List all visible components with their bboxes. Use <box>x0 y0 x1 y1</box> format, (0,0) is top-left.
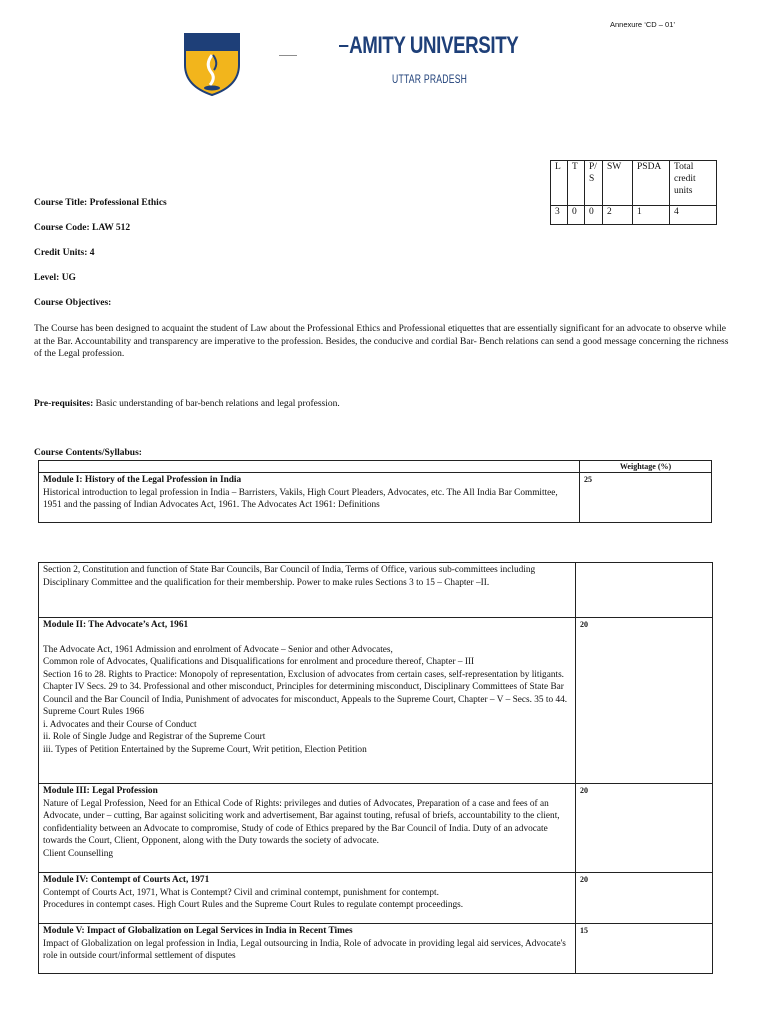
module-3-cell <box>39 784 576 873</box>
module-2-line: Common role of Advocates, Qualifications and Disqualifications for enrolment and procedure thereof, Chapter – III <box>43 657 475 667</box>
credits-header-cell: T <box>568 161 585 206</box>
table-row <box>39 473 712 523</box>
university-subtitle: UTTAR PRADESH <box>392 72 468 86</box>
credits-header-cell: P/ S <box>585 161 603 206</box>
module-4-cell <box>39 873 576 924</box>
university-name-text: AMITY UNIVERSITY <box>349 32 519 59</box>
credits-value-cell: 1 <box>633 206 670 225</box>
objectives-text: The Course has been designed to acquaint the student of Law about the Professional Ethics and Professional etiquettes that are essentially significant for an advocate to observe while at the Bar. Accountability and transparency are imperative to the profession. Besides, the conducive and cordial Bar- Bench relations can send a good message concerning the richness of the Legal profession. <box>34 324 729 359</box>
amity-logo <box>183 31 241 97</box>
objectives-heading: Course Objectives: <box>34 298 112 308</box>
module-4-weight: 20 <box>576 873 713 924</box>
module-2-line: ii. Role of Single Judge and Registrar of the Supreme Court <box>43 732 266 742</box>
module-5-weight: 15 <box>576 924 713 974</box>
module-1-text: Historical introduction to legal profession in India – Barristers, Vakils, High Court Pleaders, Advocates, etc. The All India Bar Committee, 1951 and the passing of Indian Advocates Act, 1961. The Advocates Act 1961: Definitions <box>43 487 558 510</box>
syllabus-table-part1 <box>38 460 712 523</box>
module-1-continuation: Section 2, Constitution and function of State Bar Councils, Bar Council of India, Terms of Office, various sub-committees including Disciplinary Committee and the qualification for their membership. Power to make rules Sections 3 to 15 – Chapter –II. <box>39 563 576 618</box>
prerequisites <box>34 399 340 409</box>
syllabus-table-part2 <box>38 562 713 974</box>
credits-header-cell: PSDA <box>633 161 670 206</box>
module-2-line: Section 16 to 28. Rights to Practice: Monopoly of representation, Exclusion of advocates from certain cases, self-representation by litigants. Chapter IV Secs. 29 to 34. Professional and other misconduct, Principles for determining misconduct, Disciplinary Committees of State Bar Council and the Bar Council of India, Punishment of advocates for misconduct, Appeals to the Supreme Court, Chapter – V – Secs. 35 to 44. <box>43 669 568 705</box>
credits-header-row <box>551 161 717 206</box>
module-1-continuation-weight <box>576 563 713 618</box>
course-level: Level: UG <box>34 273 76 283</box>
table-row <box>39 618 713 784</box>
module-2-cell <box>39 618 576 784</box>
module-4-line: Procedures in contempt cases. High Court Rules and the Supreme Court Rules to regulate contempt proceedings. <box>43 900 464 910</box>
prerequisites-text: Basic understanding of bar-bench relations and legal profession. <box>93 399 340 409</box>
credits-value-cell: 2 <box>603 206 633 225</box>
module-2-title: Module II: The Advocate’s Act, 1961 <box>43 620 189 630</box>
credits-value-cell: 0 <box>568 206 585 225</box>
course-title: Course Title: Professional Ethics <box>34 198 167 208</box>
module-2-line: Supreme Court Rules 1966 <box>43 707 144 717</box>
credits-header-cell: SW <box>603 161 633 206</box>
amity-shield-icon <box>183 31 241 97</box>
module-5-cell <box>39 924 576 974</box>
credits-value-row <box>551 206 717 225</box>
module-1-weight: 25 <box>580 473 712 523</box>
module-3-weight: 20 <box>576 784 713 873</box>
module-5-title: Module V: Impact of Globalization on Legal Services in India in Recent Times <box>43 926 353 936</box>
module-5-text: Impact of Globalization on legal profession in India, Legal outsourcing in India, Role of advocate in providing legal aid services, Advocate's role in outside court/informal settlement of disputes <box>43 938 566 961</box>
table-row <box>39 563 713 618</box>
credits-table <box>550 160 717 225</box>
module-1-cell <box>39 473 580 523</box>
table-row <box>39 461 712 473</box>
table-row <box>39 784 713 873</box>
module-4-line: Contempt of Courts Act, 1971, What is Contempt? Civil and criminal contempt, punishment for contempt. <box>43 887 439 898</box>
module-3-title: Module III: Legal Profession <box>43 786 158 796</box>
module-3-text: Nature of Legal Profession, Need for an Ethical Code of Rights: privileges and duties of Advocates, Preparation of a case and fees of an Advocate, under – cutting, Bar against soliciting work and advertisement, Bar against touting, refusal of briefs, accountability to the client, confidentiality between an Advocate to compromise, Study of code of Ethics prepared by the Bar Council of India. Duty of an advocate towards the Court, Client, Opponent, along with the Duty towards the society of advocate. <box>43 798 560 846</box>
course-code: Course Code: LAW 512 <box>34 223 131 233</box>
credits-value-cell: 4 <box>670 206 717 225</box>
module-2-line: The Advocate Act, 1961 Admission and enrolment of Advocate – Senior and other Advocates, <box>43 644 393 655</box>
credits-value-cell: 3 <box>551 206 568 225</box>
credit-units: Credit Units: 4 <box>34 248 95 258</box>
credits-header-cell: Total credit units <box>670 161 717 206</box>
contents-heading: Course Contents/Syllabus: <box>34 448 142 458</box>
table-row <box>39 873 713 924</box>
module-2-spacer <box>43 632 571 644</box>
module-3-extra: Client Counselling <box>43 848 113 859</box>
weightage-header: Weightage (%) <box>580 461 712 473</box>
header-divider <box>279 55 297 56</box>
credits-value-cell: 0 <box>585 206 603 225</box>
annexure-label: Annexure ‘CD – 01’ <box>610 20 676 29</box>
module-2-line: i. Advocates and their Course of Conduct <box>43 719 197 730</box>
credits-header-cell: L <box>551 161 568 206</box>
table-row <box>39 924 713 974</box>
module-2-line: iii. Types of Petition Entertained by the Supreme Court, Writ petition, Election Petition <box>43 744 367 755</box>
prerequisites-label: Pre-requisites: <box>34 399 94 409</box>
university-name <box>339 32 518 60</box>
table-header-empty <box>39 461 580 473</box>
module-1-title: Module I: History of the Legal Profession in India <box>43 475 242 485</box>
module-4-title: Module IV: Contempt of Courts Act, 1971 <box>43 875 210 885</box>
module-2-weight: 20 <box>576 618 713 784</box>
